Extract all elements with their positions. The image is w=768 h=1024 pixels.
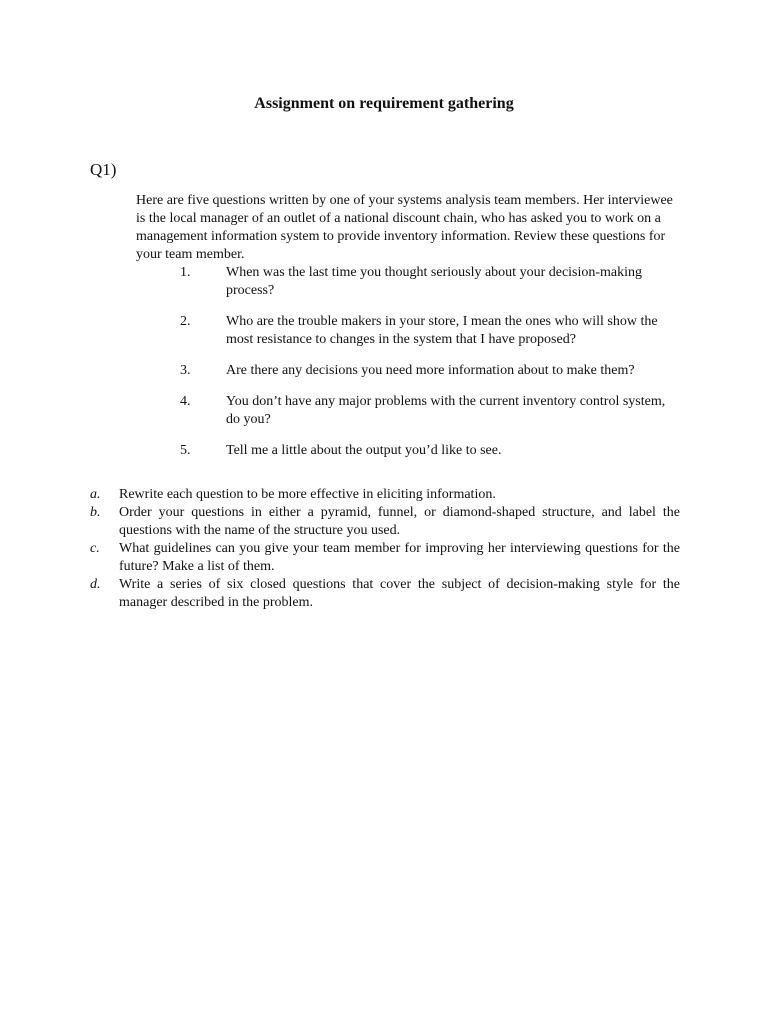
list-item-text: Who are the trouble makers in your store, I mean the ones who will show the most resistance to changes in the system that I have proposed? — [226, 314, 658, 347]
task-letter: d. — [90, 577, 101, 592]
task-letter: c. — [90, 541, 100, 556]
list-item-number: 5. — [180, 443, 191, 458]
task-text: What guidelines can you give your team member for improving her interviewing questions for the future? Make a list of them. — [119, 541, 680, 574]
task-text: Write a series of six closed questions that cover the subject of decision-making style for the manager described in the problem. — [119, 577, 680, 610]
list-item-text: When was the last time you thought seriously about your decision-making process? — [226, 265, 643, 298]
intro-paragraph: Here are five questions written by one of your systems analysis team members. Her interviewee is the local manager of an outlet of a national discount chain, who has asked you to work on a management information system to provide inventory information. Review these questions for your team member. — [136, 193, 673, 262]
question-label: Q1) — [90, 160, 117, 179]
interview-question-list — [136, 264, 681, 460]
question-body — [136, 192, 681, 473]
list-item-number: 4. — [180, 394, 191, 409]
document-title: Assignment on requirement gathering — [254, 95, 514, 112]
list-item — [136, 393, 681, 429]
list-item-text: Are there any decisions you need more information about to make them? — [226, 363, 635, 378]
list-item-text: Tell me a little about the output you’d like to see. — [226, 443, 502, 458]
list-item — [136, 362, 681, 380]
task-text: Order your questions in either a pyramid, funnel, or diamond-shaped structure, and label the questions with the name of the structure you used. — [119, 505, 680, 538]
list-item-number: 3. — [180, 363, 191, 378]
task-item — [90, 504, 680, 540]
task-list — [90, 486, 680, 612]
list-item-text: You don’t have any major problems with the current inventory control system, do you? — [226, 394, 666, 427]
list-item-number: 1. — [180, 265, 191, 280]
task-letter: a. — [90, 487, 101, 502]
task-item — [90, 540, 680, 576]
list-item — [136, 313, 681, 349]
task-item — [90, 486, 680, 504]
list-item — [136, 442, 681, 460]
task-item — [90, 576, 680, 612]
task-text: Rewrite each question to be more effective in eliciting information. — [119, 487, 496, 502]
list-item-number: 2. — [180, 314, 191, 329]
list-item — [136, 264, 681, 300]
task-letter: b. — [90, 505, 101, 520]
